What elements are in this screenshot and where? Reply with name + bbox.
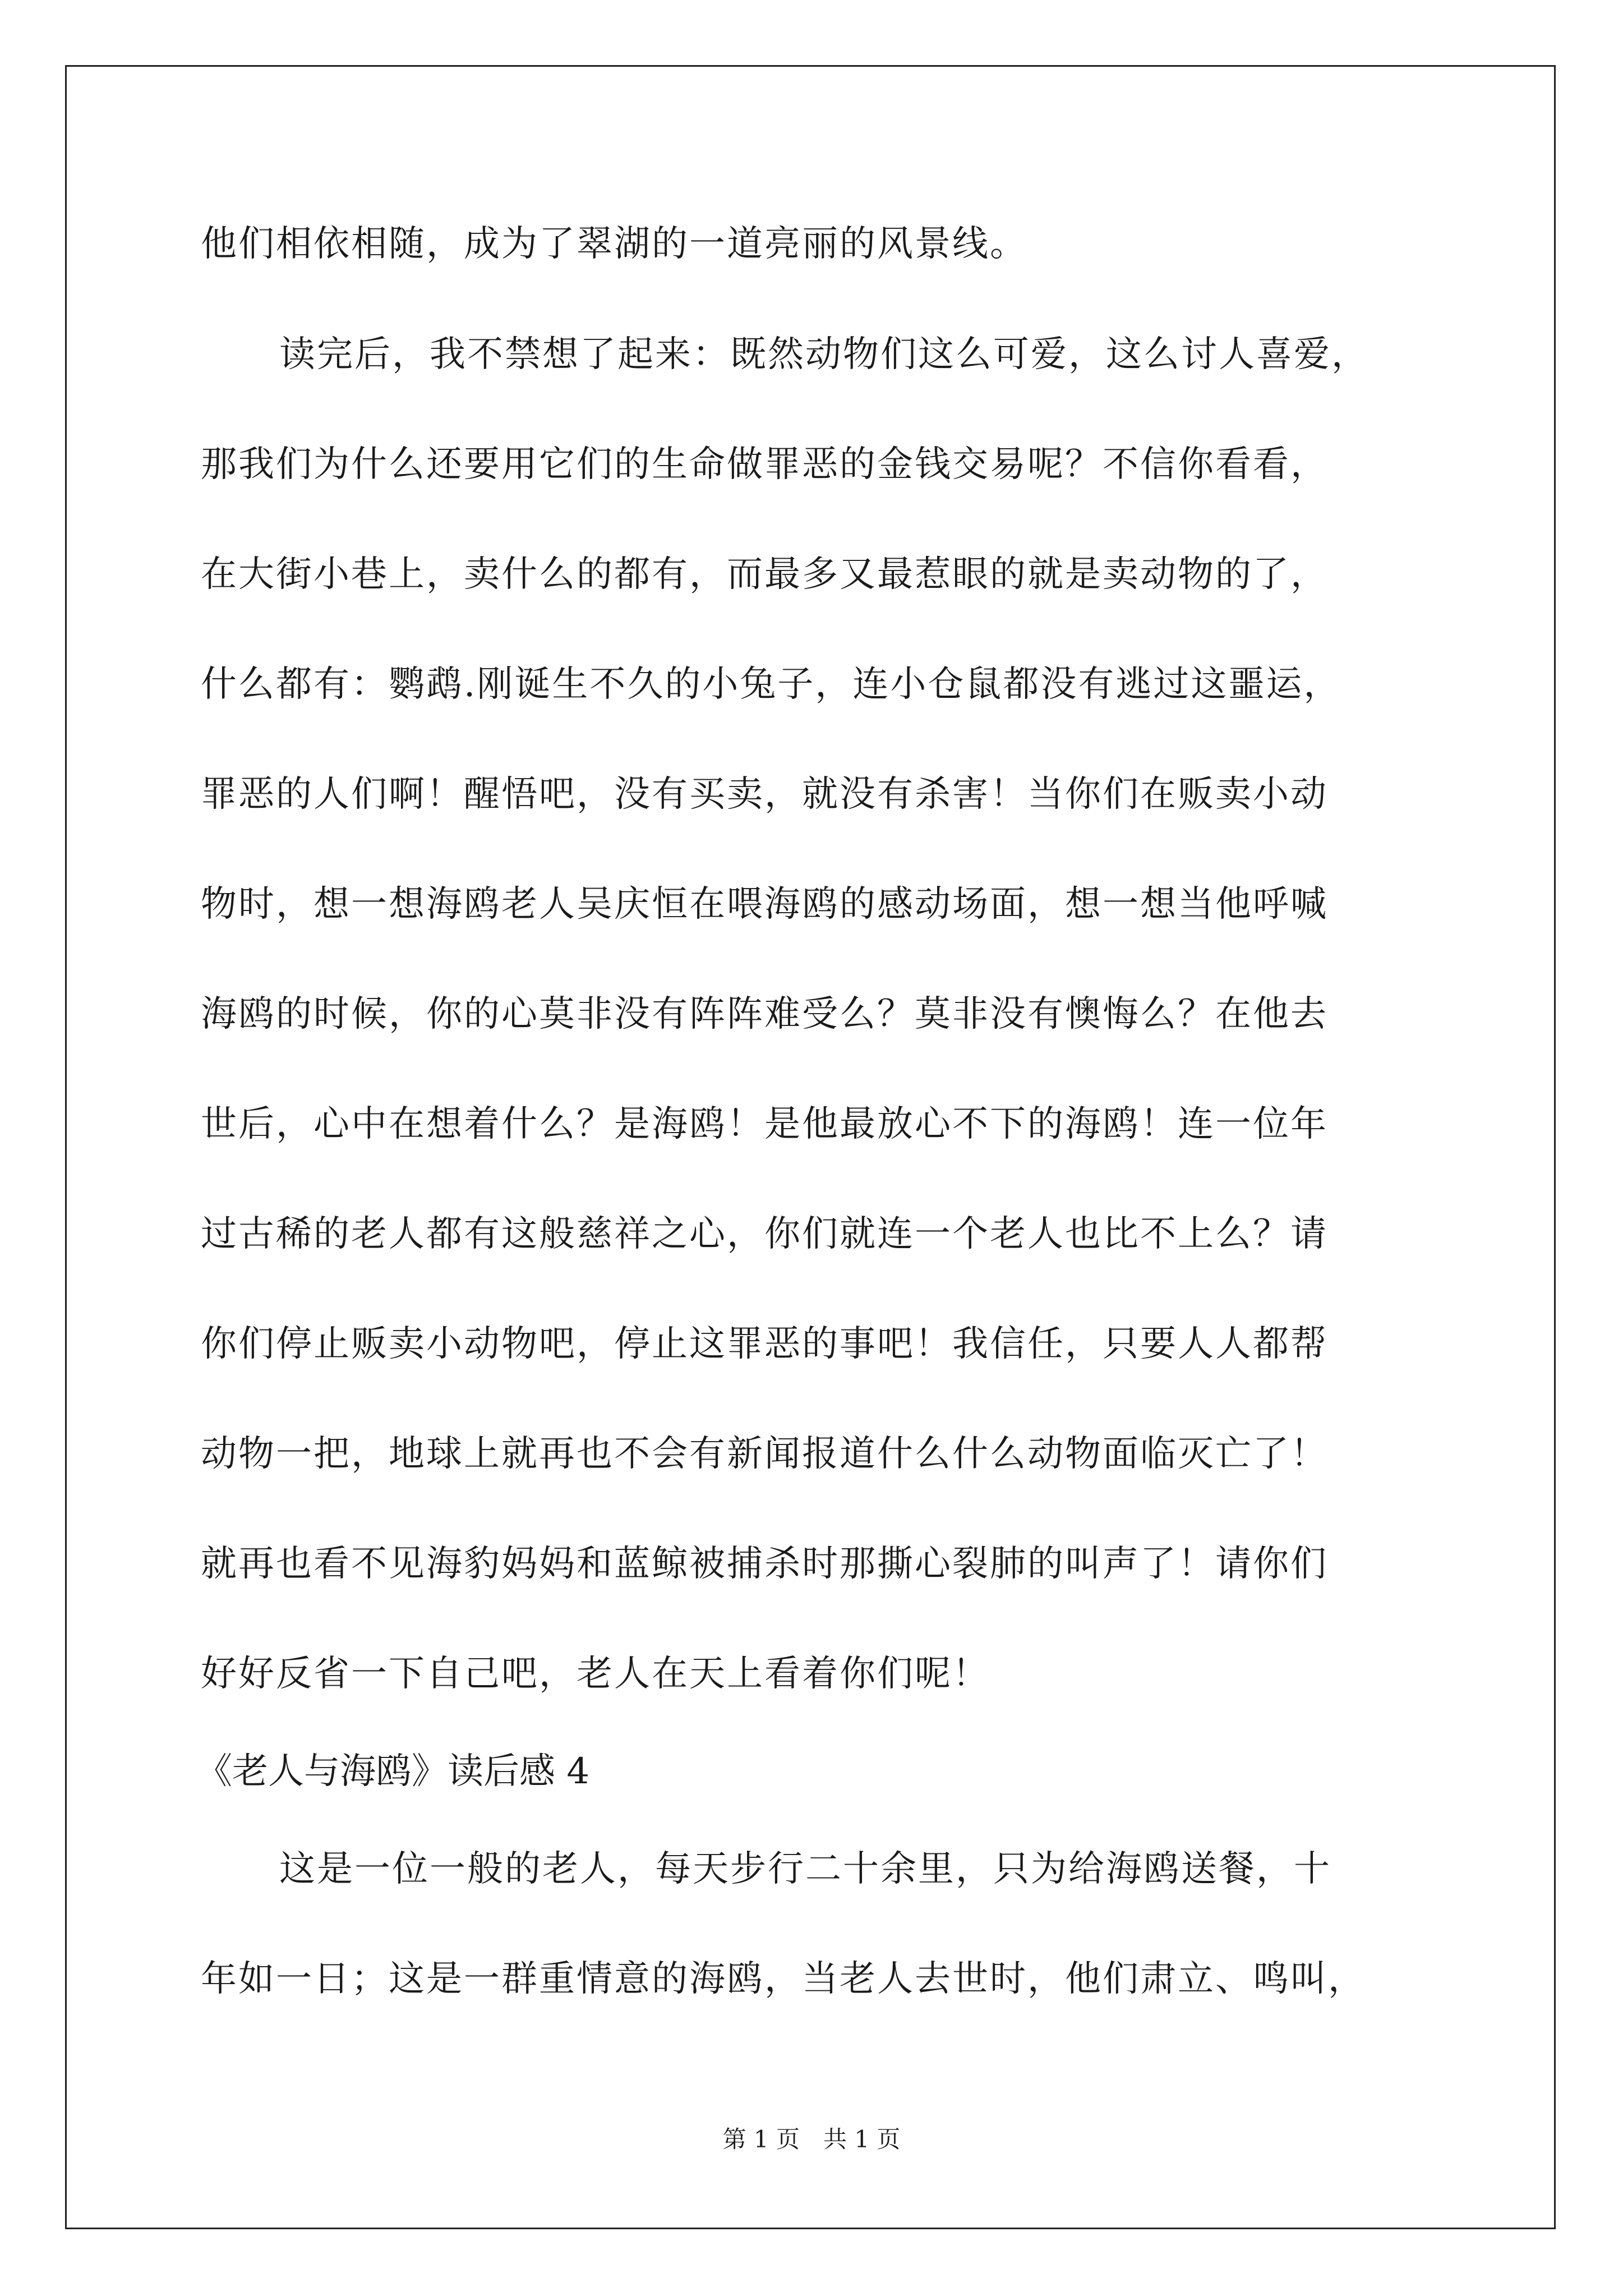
section-heading: 《老人与海鸥》读后感 4 [196, 1751, 590, 1792]
text-line: 他们相依相随，成为了翠湖的一道亮丽的风景线。 [201, 223, 1027, 265]
text-line: 年如一日；这是一群重情意的海鸥，当老人去世时，他们肃立、鸣叫， [201, 1958, 1366, 2000]
text-line: 这是一位一般的老人，每天步行二十余里，只为给海鸥送餐，十 [279, 1848, 1331, 1890]
text-line: 那我们为什么还要用它们的生命做罪恶的金钱交易呢？不信你看看， [201, 444, 1328, 485]
text-line: 好好反省一下自己吧，老人在天上看着你们呢！ [201, 1653, 990, 1695]
text-line: 读完后，我不禁想了起来：既然动物们这么可爱，这么讨人喜爱， [279, 334, 1369, 375]
text-line: 海鸥的时候，你的心莫非没有阵阵难受么？莫非没有懊悔么？在他去 [201, 993, 1328, 1035]
text-line: 物时，想一想海鸥老人吴庆恒在喂海鸥的感动场面，想一想当他呼喊 [201, 884, 1328, 925]
text-line: 世后，心中在想着什么？是海鸥！是他最放心不下的海鸥！连一位年 [201, 1103, 1328, 1145]
text-line: 你们停止贩卖小动物吧，停止这罪恶的事吧！我信任，只要人人都帮 [201, 1323, 1328, 1365]
page-number-footer: 第 1 页 共 1 页 [722, 2125, 901, 2153]
text-line: 罪恶的人们啊！醒悟吧，没有买卖，就没有杀害！当你们在贩卖小动 [201, 774, 1328, 815]
text-line: 在大街小巷上，卖什么的都有，而最多又最惹眼的就是卖动物的了， [201, 554, 1328, 595]
text-line: 过古稀的老人都有这般慈祥之心，你们就连一个老人也比不上么？请 [201, 1213, 1328, 1255]
text-line: 动物一把，地球上就再也不会有新闻报道什么什么动物面临灭亡了！ [201, 1433, 1328, 1475]
text-line: 什么都有：鹦鹉.刚诞生不久的小兔子，连小仓鼠都没有逃过这噩运， [201, 664, 1341, 705]
page-border [65, 65, 1556, 2229]
text-line: 就再也看不见海豹妈妈和蓝鲸被捕杀时那撕心裂肺的叫声了！请你们 [201, 1543, 1328, 1585]
